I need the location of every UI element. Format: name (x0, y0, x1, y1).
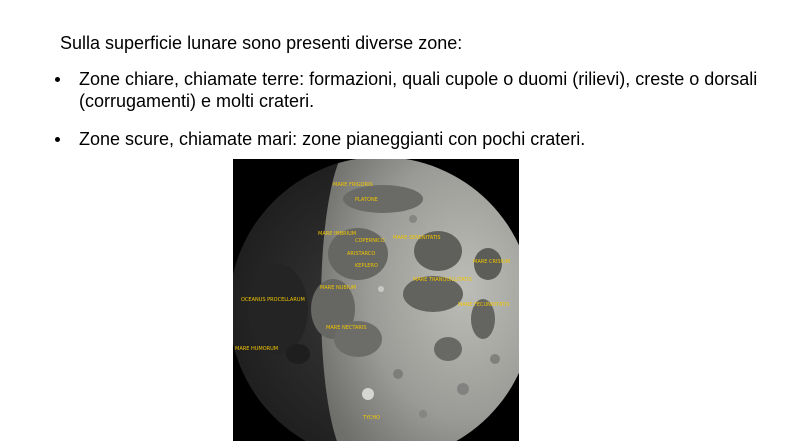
moon-label: MARE TRANQUILLITATIS (413, 277, 472, 283)
bullet-dot-icon (55, 77, 60, 82)
dark-mare-spot (248, 264, 308, 354)
moon-label: MARE NUBIUM (320, 285, 357, 291)
moon-label: PLATONE (355, 197, 378, 203)
crater (362, 388, 374, 400)
crater (419, 410, 427, 418)
moon-label: MARE CRISIUM (473, 259, 511, 265)
moon-label: OCEANUS PROCELLARUM (241, 297, 305, 303)
moon-label: TYCHO (363, 415, 381, 421)
moon-label: KEPLERO (355, 263, 378, 269)
moon-label: MARE FRIGORIS (333, 182, 373, 188)
bullet-text-mari: Zone scure, chiamate mari: zone pianeggianti con pochi crateri. (79, 129, 586, 149)
intro-text: Sulla superficie lunare sono presenti diverse zone: (60, 33, 463, 53)
bullet-item-mari (0, 128, 794, 150)
crater (393, 369, 403, 379)
crater (490, 354, 500, 364)
bullet-dot-icon (55, 137, 60, 142)
crater (457, 383, 469, 395)
bullet-list (0, 68, 794, 150)
crater (409, 215, 417, 223)
crater (378, 286, 384, 292)
moon-label: MARE SERENITATIS (393, 235, 441, 241)
moon-label: MARE NECTARIS (326, 325, 367, 331)
moon-label: COPERNICO (355, 238, 385, 244)
bullet-item-terre (0, 68, 794, 112)
moon-label: MARE FECUNDITATIS (458, 302, 510, 308)
mare-spot (434, 337, 462, 361)
moon-label: MARE HUMORUM (235, 346, 279, 352)
dark-mare-spot (286, 344, 310, 364)
moon-illustration (233, 159, 519, 441)
moon-image (233, 159, 519, 441)
bullet-text-terre: Zone chiare, chiamate terre: formazioni, quali cupole o duomi (rilievi), creste o dorsali (corrugamenti) e molti crateri. (79, 69, 758, 111)
moon-label: MARE IMBRIUM (318, 231, 357, 237)
moon-label: ARISTARCO (347, 251, 376, 257)
